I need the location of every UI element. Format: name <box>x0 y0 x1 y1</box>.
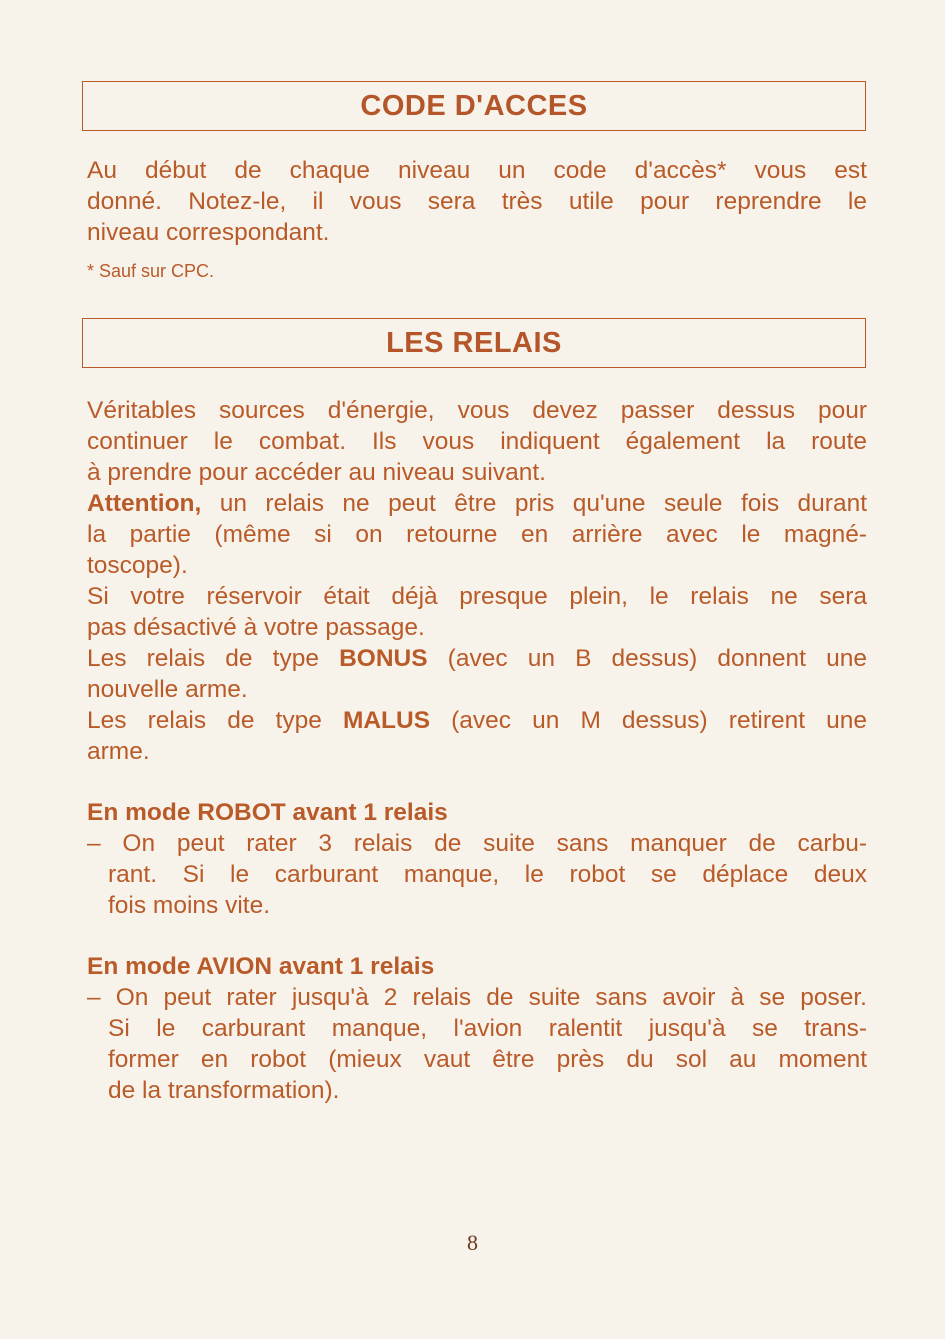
paragraph-line: nouvelle arme. <box>87 676 248 703</box>
list-line: former en robot (mieux vaut être près du sol au moment <box>108 1046 867 1073</box>
malus-suffix: (avec un M dessus) retirent une <box>430 707 868 734</box>
paragraph-line: Si votre réservoir était déjà presque plein, le relais ne sera <box>87 583 867 610</box>
avion-mode-item <box>87 982 867 1106</box>
malus-line <box>87 705 867 736</box>
paragraph-line: arme. <box>87 738 150 765</box>
list-line: de la transformation). <box>108 1077 340 1104</box>
paragraph-line: la partie (même si on retourne en arrière avec le magné- <box>87 521 867 548</box>
code-acces-paragraph <box>87 155 867 248</box>
attention-text: un relais ne peut être pris qu'une seule fois durant <box>201 490 867 517</box>
paragraph-line: Au début de chaque niveau un code d'accès* vous est <box>87 157 867 184</box>
list-line: – On peut rater 3 relais de suite sans manquer de carbu- <box>87 830 867 857</box>
bonus-suffix: (avec un B dessus) donnent une <box>427 645 867 672</box>
page-number: 8 <box>467 1230 478 1255</box>
section-title-text: CODE D'ACCES <box>360 89 588 122</box>
list-line: Si le carburant manque, l'avion ralentit jusqu'à se trans- <box>108 1015 867 1042</box>
malus-prefix: Les relais de type <box>87 707 343 734</box>
avion-mode-heading: En mode AVION avant 1 relais <box>87 953 435 980</box>
bonus-prefix: Les relais de type <box>87 645 340 672</box>
list-line: rant. Si le carburant manque, le robot se déplace deux <box>108 861 867 888</box>
paragraph-line: Véritables sources d'énergie, vous devez passer dessus pour <box>87 397 867 424</box>
section-title-code-acces <box>82 81 866 131</box>
robot-mode-item <box>87 828 867 921</box>
list-line: – On peut rater jusqu'à 2 relais de suite sans avoir à se poser. <box>87 984 867 1011</box>
malus-word: MALUS <box>342 707 431 734</box>
bonus-word: BONUS <box>339 645 428 672</box>
section-title-relais <box>82 318 866 368</box>
robot-mode-heading: En mode ROBOT avant 1 relais <box>87 799 448 826</box>
relais-paragraph <box>87 395 867 767</box>
paragraph-line: toscope). <box>87 552 188 579</box>
attention-label: Attention, <box>87 490 202 517</box>
paragraph-line: à prendre pour accéder au niveau suivant. <box>87 459 546 486</box>
attention-line <box>87 488 867 519</box>
section-title-text: LES RELAIS <box>386 326 562 359</box>
list-line: fois moins vite. <box>108 892 271 919</box>
paragraph-line: continuer le combat. Ils vous indiquent également la route <box>87 428 867 455</box>
bonus-line <box>87 643 867 674</box>
paragraph-line: donné. Notez-le, il vous sera très utile pour reprendre le <box>87 188 867 215</box>
paragraph-line: niveau correspondant. <box>87 219 330 246</box>
paragraph-line: pas désactivé à votre passage. <box>87 614 425 641</box>
footnote: * Sauf sur CPC. <box>87 261 215 281</box>
